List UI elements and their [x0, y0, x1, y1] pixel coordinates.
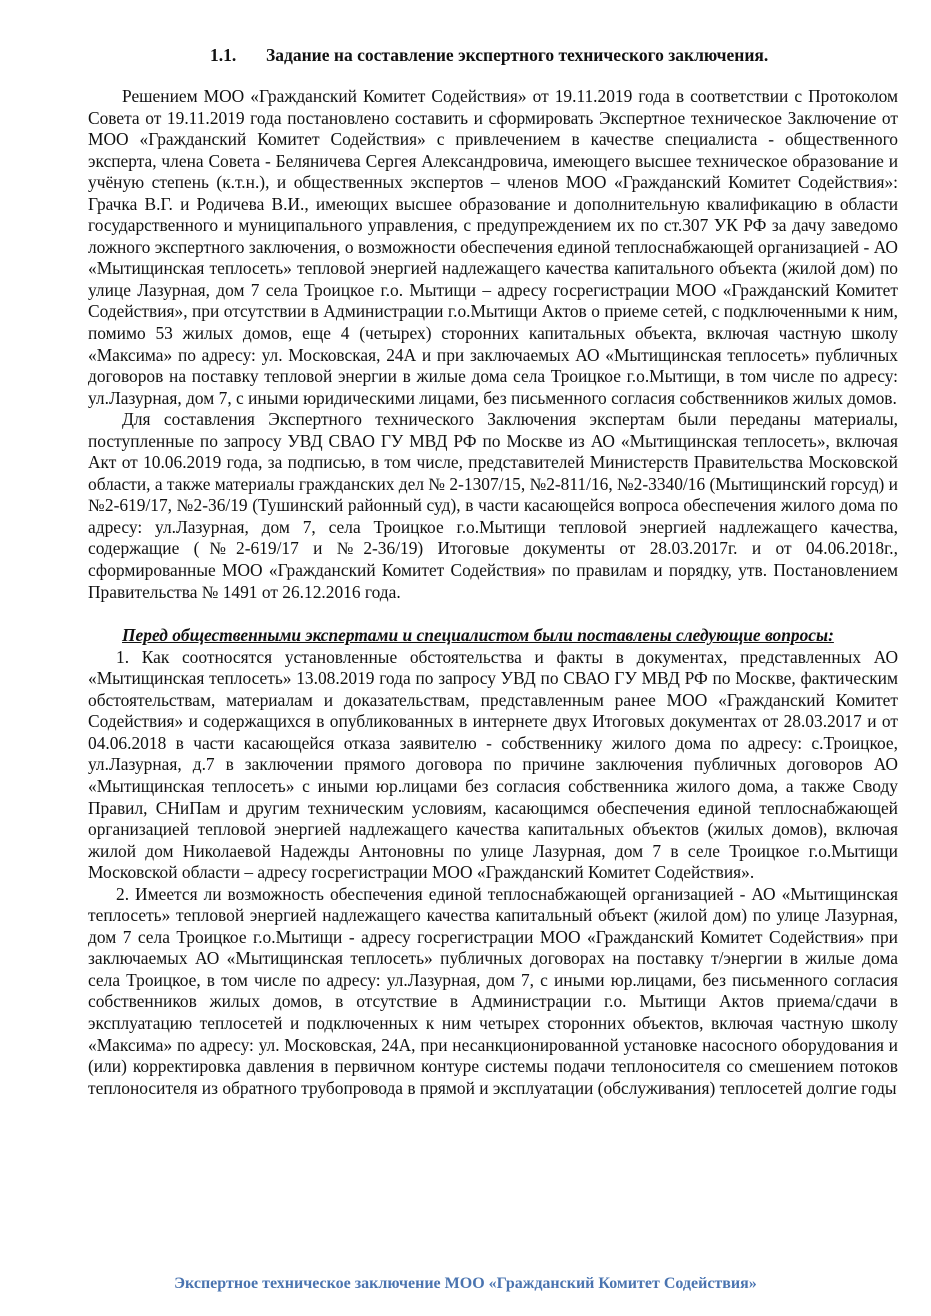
paragraph-decision: Решением МОО «Гражданский Комитет Содействия» от 19.11.2019 года в соответствии с Протоколом Совета от 19.11.2019 года постановлено составить и сформировать Экспертное техническое Заключение от МОО «Гражданский Комитет Содействия» с привлечением в качестве специалиста - общественного эксперта, члена Совета - Беляничева Сергея Александровича, имеющего высшее техническое образование и учёную степень (к.т.н.), и общественных экспертов – членов МОО «Гражданский Комитет Содействия»: Грачка В.Г. и Родичева В.И., имеющих высшее образование и дополнительную квалификацию в области государственного и муниципального управления, с предупреждением их по ст.307 УК РФ за дачу заведомо ложного экспертного заключения, о возможности обеспечения единой теплоснабжающей организацией - АО «Мытищинская теплосеть» тепловой энергией надлежащего качества капитального объекта (жилой дом) по улице Лазурная, дом 7 села Троицкое г.о. Мытищи – адресу госрегистрации МОО «Гражданский Комитет Содействия», при отсутствии в Администрации г.о.Мытищи Актов о приеме сетей, с подключенными к ним, помимо 53 жилых домов, еще 4 (четырех) сторонних капитальных объекта, включая частную школу «Максима» по адресу: ул. Московская, 24А и при заключаемых АО «Мытищинская теплосеть» публичных договоров на поставку тепловой энергии в жилые дома села Троицкое г.о.Мытищи, в том числе по адресу: ул.Лазурная, дом 7, с иными юридическими лицами, без письменного согласия собственников жилых домов. [88, 86, 898, 408]
section-heading [210, 44, 768, 66]
document-body [88, 86, 898, 1099]
question-item-1: 1. Как соотносятся установленные обстоятельства и факты в документах, представленных АО «Мытищинская теплосеть» 13.08.2019 года по запросу УВД по СВАО ГУ МВД РФ по Москве, фактическим обстоятельствам, материалам и доказательствам, представленным ранее МОО «Гражданский Комитет Содействия» и содержащихся в опубликованных в интернете двух Итоговых документах от 28.03.2017 и от 04.06.2018 в части касающейся отказа заявителю - собственнику жилого дома по адресу: с.Троицкое, ул.Лазурная, д.7 в заключении прямого договора по причине заключения публичных договоров АО «Мытищинская теплосеть» с иными юр.лицами без согласия собственника жилого дома, а также Своду Правил, СНиПам и другим техническим условиям, касающимся обеспечения единой теплоснабжающей организацией тепловой энергией надлежащего качества капитальных объектов (жилых домов), включая жилой дом Николаевой Надежды Антоновны по улице Лазурная, дом 7 в селе Троицкое г.о.Мытищи Московской области – адресу госрегистрации МОО «Гражданский Комитет Содействия». [88, 646, 898, 883]
paragraph-materials: Для составления Экспертного технического Заключения экспертам были переданы материалы, поступленные по запросу УВД СВАО ГУ МВД РФ по Москве из АО «Мытищинская теплосеть», включая Акт от 10.06.2019 года, за подписью, в том числе, представителей Министерств Правительства Московской области, а также материалы гражданских дел № 2-1307/15, №2-811/16, №2-3340/16 (Мытищинский горсуд) и №2-619/17, №2-36/19 (Тушинский районный суд), в части касающейся вопроса обеспечения жилого дома по адресу: ул.Лазурная, дом 7, села Троицкое г.о.Мытищи тепловой энергией надлежащего качества, содержащие (№2-619/17 и №2-36/19) Итоговые документы от 28.03.2017г. и от 04.06.2018г., сформированные МОО «Гражданский Комитет Содействия» по правилам и порядку, утв. Постановлением Правительства № 1491 от 26.12.2016 года. [88, 409, 898, 602]
paragraph-spacer [88, 603, 898, 625]
section-title: Задание на составление экспертного технического заключения. [266, 45, 769, 65]
questions-title: Перед общественными экспертами и специалистом были поставлены следующие вопросы: [122, 625, 834, 646]
section-number: 1.1. [210, 45, 237, 65]
questions-list [88, 647, 898, 1099]
question-item-2: 2. Имеется ли возможность обеспечения единой теплоснабжающей организацией - АО «Мытищинская теплосеть» тепловой энергией надлежащего качества капитальный объект (жилой дом) по улице Лазурная, дом 7 села Троицкое г.о.Мытищи - адресу госрегистрации МОО «Гражданский Комитет Содействия» при заключаемых АО «Мытищинская теплосеть» публичных договорах на поставку т/энергии в жилые дома села Троицкое, в том числе по адресу: ул.Лазурная, дом 7, с иными юр.лицами, без письменного согласия собственников жилых домов, в отсутствие в Администрации г.о. Мытищи Актов приема/сдачи в эксплуатацию теплосетей и подключенных к ним четырех сторонних объектов, включая частную школу «Максима» по адресу: ул. Московская, 24А, при несанкционированной установке насосного оборудования и (или) корректировка давления в первичном контуре системы подачи теплоносителя со смешением потоков теплоносителя из обратного трубопровода в прямой и эксплуатации (обслуживания) теплосетей долгие годы [88, 883, 898, 1098]
page-footer: Экспертное техническое заключение МОО «Гражданский Комитет Содействия» [174, 1275, 757, 1292]
